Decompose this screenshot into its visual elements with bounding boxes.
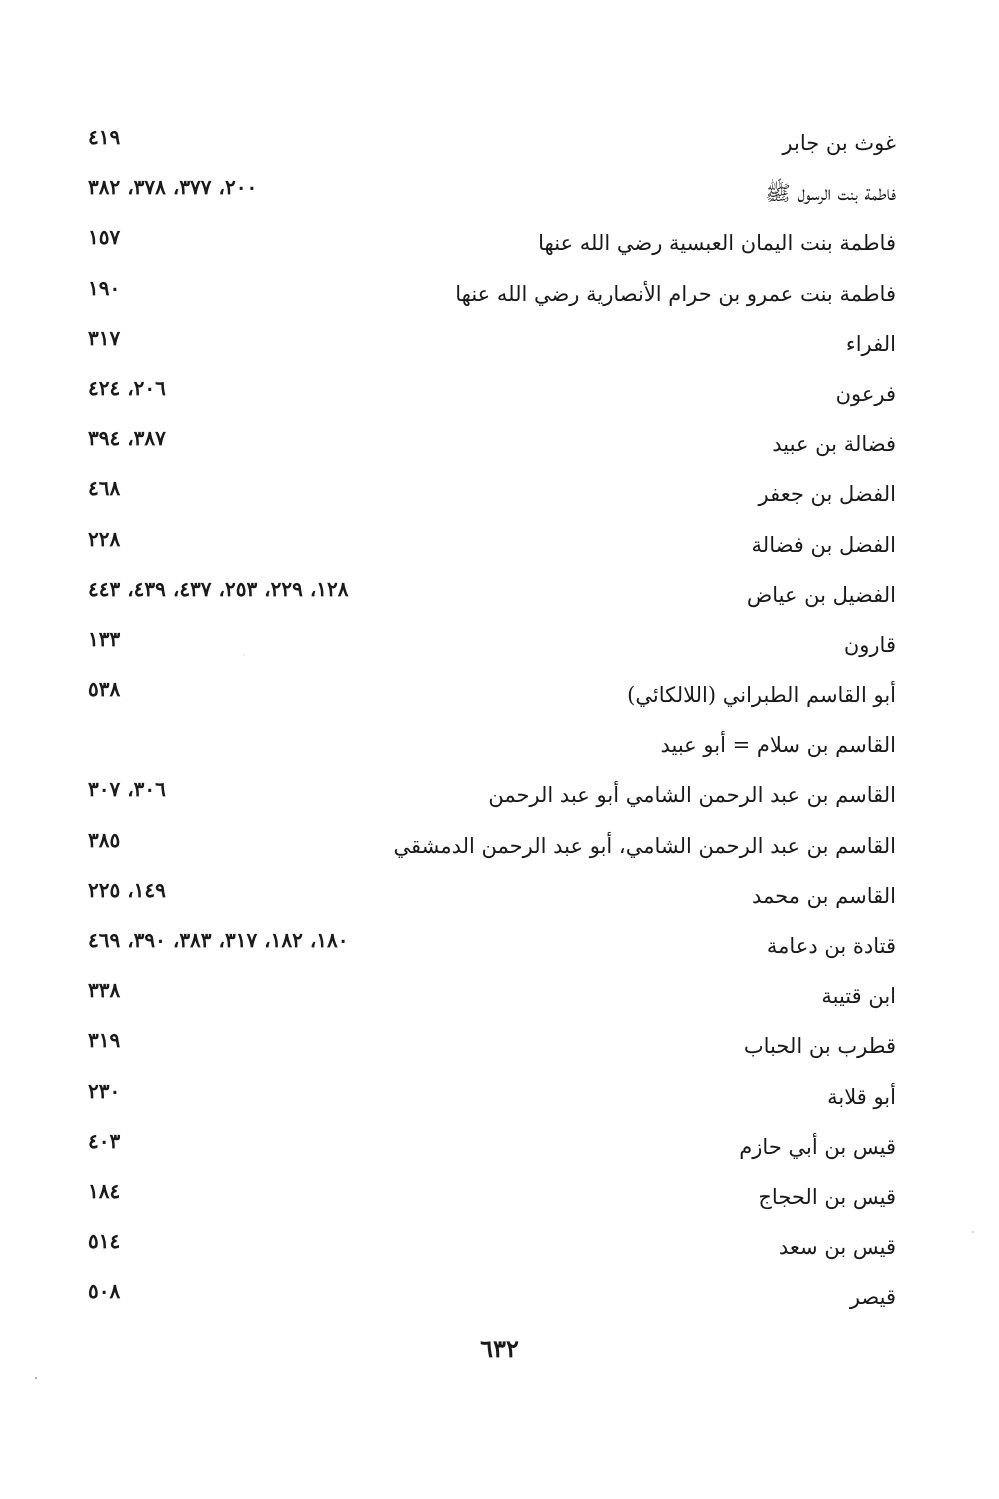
index-entry xyxy=(88,1025,896,1075)
entry-page-references: ١٣٣ xyxy=(88,626,121,651)
index-entry xyxy=(88,724,896,774)
entry-name: أبو قلابة xyxy=(827,1084,896,1109)
index-entry xyxy=(88,273,896,323)
index-entry xyxy=(88,1176,896,1226)
entry-page-references: ١٢٨، ٢٢٩، ٢٥٣، ٤٣٧، ٤٣٩، ٤٤٣ xyxy=(88,576,349,601)
entry-name: ابن قتيبة xyxy=(821,984,896,1009)
index-entry xyxy=(88,1276,896,1326)
page-number: ٦٣٢ xyxy=(480,1334,519,1363)
index-entry xyxy=(88,323,896,373)
index-entry xyxy=(88,423,896,473)
entry-page-references: ٢٠٠، ٣٧٧، ٣٧٨، ٣٨٢ xyxy=(88,175,258,200)
entry-name: أبو القاسم الطبراني (اللالكائي) xyxy=(627,683,896,708)
entry-page-references: ٢٣٠ xyxy=(88,1078,121,1103)
index-entry xyxy=(88,373,896,423)
index-entry xyxy=(88,774,896,824)
entry-page-references: ٥٣٨ xyxy=(88,677,121,702)
index-entry xyxy=(88,975,896,1025)
entry-name: قيس بن الحجاج xyxy=(758,1184,896,1209)
entry-name: قيس بن سعد xyxy=(778,1235,896,1260)
index-entry xyxy=(88,925,896,975)
entry-name: القاسم بن عبد الرحمن الشامي، أبو عبد الرحمن الدمشقي xyxy=(393,833,896,858)
entry-page-references: ٤٠٣ xyxy=(88,1128,121,1153)
entry-name: الفضل بن فضالة xyxy=(751,532,896,557)
entry-page-references: ٤٦٨ xyxy=(88,476,121,501)
index-entry xyxy=(88,222,896,272)
entry-name: القاسم بن عبد الرحمن الشامي أبو عبد الرحمن xyxy=(488,783,896,808)
entry-name: قيس بن أبي حازم xyxy=(739,1134,896,1159)
entry-page-references: ٢٢٨ xyxy=(88,526,121,551)
entry-name: قيصر xyxy=(849,1285,896,1310)
entry-name: القاسم بن سلام = أبو عبيد xyxy=(660,733,896,758)
entry-name: فضالة بن عبيد xyxy=(772,432,896,457)
entry-page-references: ١٨٠، ١٨٢، ٣١٧، ٣٨٣، ٣٩٠، ٤٦٩ xyxy=(88,928,349,952)
entry-name: القاسم بن محمد xyxy=(752,883,896,908)
entry-name: فاطمة بنت الرسول ﷺ xyxy=(765,181,896,206)
entry-page-references: ٣٨٥ xyxy=(88,827,121,852)
entry-name: الفراء xyxy=(845,331,896,356)
entry-name: فاطمة بنت اليمان العبسية رضي الله عنها xyxy=(538,231,896,256)
index-entry xyxy=(88,825,896,875)
entry-page-references: ١٩٠ xyxy=(88,275,121,300)
index-entry xyxy=(88,674,896,724)
name-index-list xyxy=(88,122,896,1327)
entry-page-references: ٣٣٨ xyxy=(88,978,121,1003)
entry-name: قارون xyxy=(843,632,896,657)
index-entry xyxy=(88,574,896,624)
entry-page-references: ١٤٩، ٢٢٥ xyxy=(88,877,166,902)
index-entry xyxy=(88,875,896,925)
index-entry xyxy=(88,624,896,674)
entry-page-references: ٣١٧ xyxy=(88,325,121,350)
entry-name: الفضل بن جعفر xyxy=(758,482,896,507)
entry-page-references: ٣٠٦، ٣٠٧ xyxy=(88,777,166,802)
index-entry xyxy=(88,1226,896,1276)
entry-name: قتادة بن دعامة xyxy=(766,934,896,958)
entry-name: قطرب بن الحباب xyxy=(743,1034,896,1059)
entry-page-references: ١٥٧ xyxy=(88,225,121,250)
entry-page-references: ٣٨٧، ٣٩٤ xyxy=(88,426,166,451)
entry-page-references: ١٨٤ xyxy=(88,1178,121,1203)
index-entry xyxy=(88,1076,896,1126)
entry-page-references: ٥١٤ xyxy=(88,1229,121,1254)
entry-name: الفضيل بن عياض xyxy=(746,582,896,607)
index-entry xyxy=(88,1126,896,1176)
entry-page-references: ٥٠٨ xyxy=(88,1279,121,1304)
index-entry xyxy=(88,473,896,523)
entry-page-references: ٤١٩ xyxy=(88,125,121,149)
entry-name: غوث بن جابر xyxy=(782,131,896,155)
entry-name: فرعون xyxy=(835,381,896,406)
index-entry xyxy=(88,172,896,222)
index-entry xyxy=(88,122,896,172)
entry-page-references: ٣١٩ xyxy=(88,1028,121,1053)
index-entry xyxy=(88,524,896,574)
entry-name: فاطمة بنت عمرو بن حرام الأنصارية رضي الله عنها xyxy=(455,281,896,306)
entry-page-references: ٢٠٦، ٤٢٤ xyxy=(88,375,166,400)
